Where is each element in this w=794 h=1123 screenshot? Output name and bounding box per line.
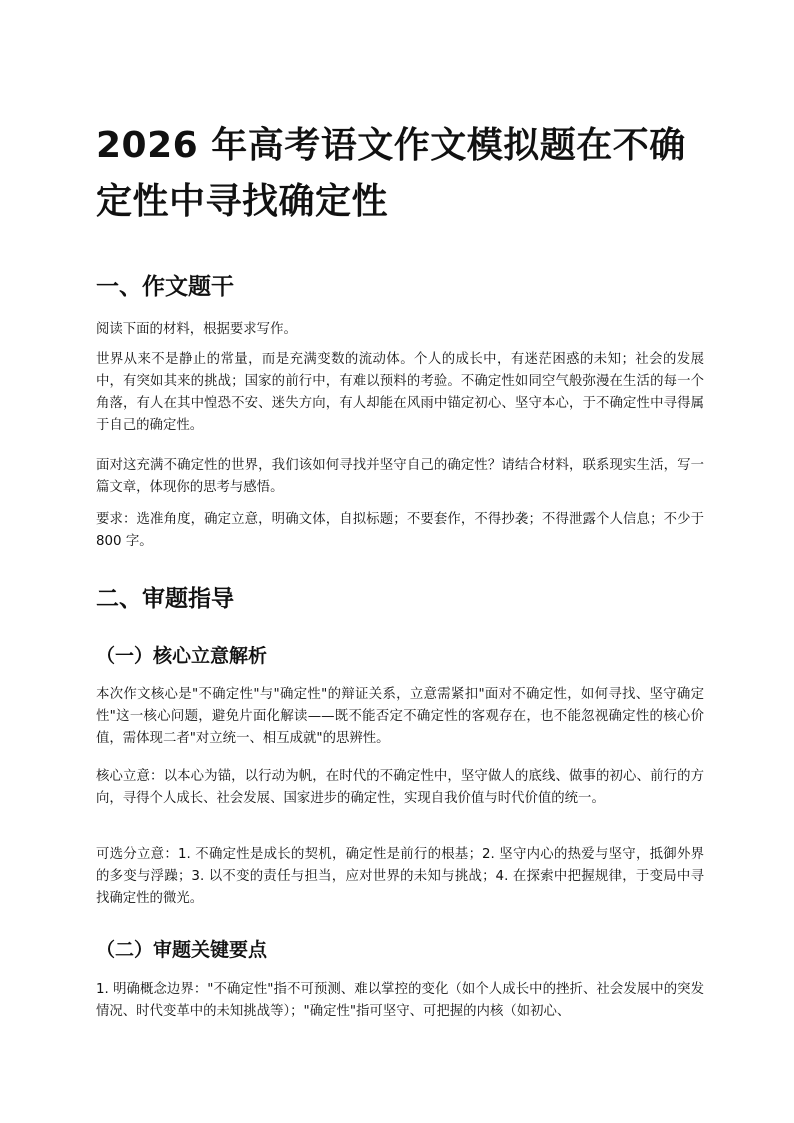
- document-title: 2026 年高考语文作文模拟题在不确定性中寻找确定性: [96, 125, 686, 222]
- paragraph-core-theme: 核心立意：以本心为锚，以行动为帆，在时代的不确定性中，坚守做人的底线、做事的初心、前行的方向，寻得个人成长、社会发展、国家进步的确定性，实现自我价值与时代价值的统一。: [96, 769, 704, 806]
- subsection-heading-key-points: （二）审题关键要点: [96, 939, 268, 961]
- section-heading-guidance: 二、审题指导: [96, 586, 234, 612]
- paragraph-requirements: 要求：选准角度，确定立意，明确文体，自拟标题；不要套作，不得抄袭；不得泄露个人信息；不少于800 字。: [96, 512, 704, 549]
- section-heading-prompt: 一、作文题干: [96, 274, 234, 300]
- paragraph-core-analysis: 本次作文核心是"不确定性"与"确定性"的辩证关系，立意需紧扣"面对不确定性，如何寻找、坚守确定性"这一核心问题，避免片面化解读——既不能否定不确定性的客观存在，也不能忽视确定性的核心价值，需体现二者"对立统一、相互成就"的思辨性。: [96, 687, 704, 746]
- paragraph-optional-themes: 可选分立意：1. 不确定性是成长的契机，确定性是前行的根基；2. 坚守内心的热爱与坚守，抵御外界的多变与浮躁；3. 以不变的责任与担当，应对世界的未知与挑战；4. 在探索中把握规律，于变局中寻找确定性的微光。: [96, 847, 704, 906]
- paragraph-concept-boundary: 1. 明确概念边界："不确定性"指不可预测、难以掌控的变化（如个人成长中的挫折、社会发展中的突发情况、时代变革中的未知挑战等）；"确定性"指可坚守、可把握的内核（如初心、: [96, 982, 704, 1019]
- paragraph-material: 世界从来不是静止的常量，而是充满变数的流动体。个人的成长中，有迷茫困惑的未知；社会的发展中，有突如其来的挑战；国家的前行中，有难以预料的考验。不确定性如同空气般弥漫在生活的每一个角落，有人在其中惶恐不安、迷失方向，有人却能在风雨中锚定初心、坚守本心，于不确定性中寻得属于自己的确定性。: [96, 352, 704, 433]
- paragraph-question: 面对这充满不确定性的世界，我们该如何寻找并坚守自己的确定性？请结合材料，联系现实生活，写一篇文章，体现你的思考与感悟。: [96, 458, 704, 495]
- paragraph-instruction: 阅读下面的材料，根据要求写作。: [96, 322, 297, 337]
- subsection-heading-core-theme: （一）核心立意解析: [96, 645, 268, 667]
